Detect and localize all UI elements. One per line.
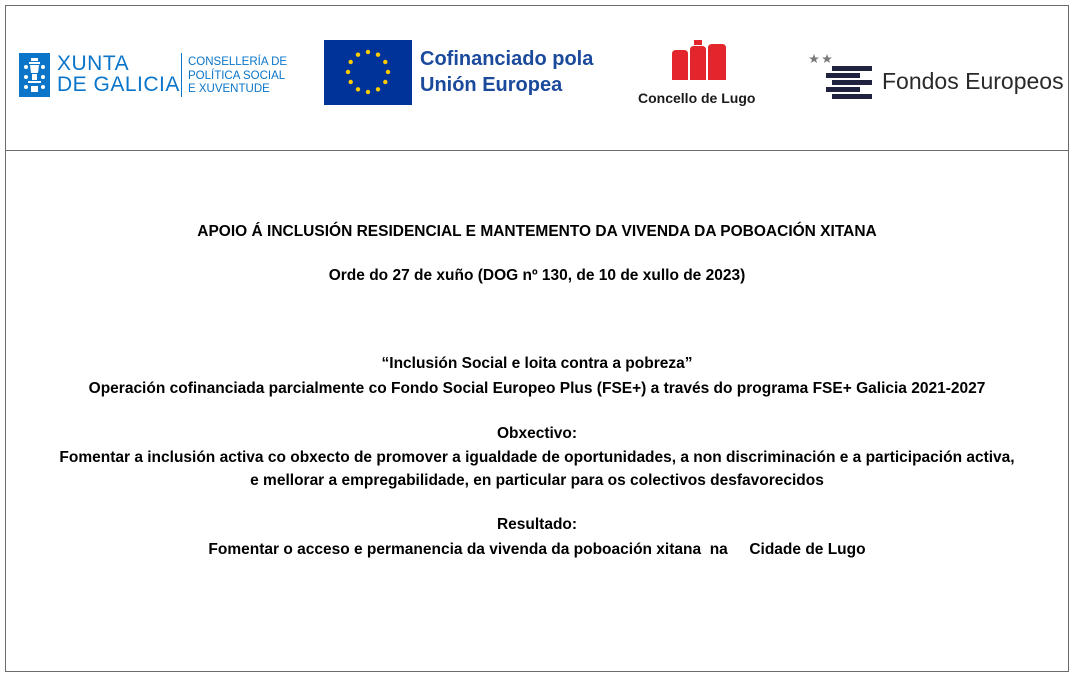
eu-text-line1: Cofinanciado pola <box>420 48 594 70</box>
eu-cofinancing-text <box>420 46 593 98</box>
xunta-separator <box>181 53 182 97</box>
order-reference: Orde do 27 de xuño (DOG nº 130, de 10 de xullo de 2023) <box>328 267 746 284</box>
eu-text-line2: Unión Europea <box>420 74 563 96</box>
fondos-name: Fondos Europeos <box>882 68 1064 94</box>
objective-line2: e mellorar a empregabilidade, en particular para os colectivos desfavorecidos <box>250 472 824 489</box>
objective-line1: Fomentar a inclusión activa co obxecto de promover a igualdade de oportunidades, a non discriminación e a participación activa, <box>59 449 1015 466</box>
dept-line2: POLÍTICA SOCIAL <box>188 69 286 82</box>
lugo-towers-icon <box>670 40 730 82</box>
fondos-stripes-icon <box>808 52 876 104</box>
program-quote: “Inclusión Social e loita contra a pobreza” <box>381 355 693 372</box>
lugo-name: Concello de Lugo <box>638 90 756 106</box>
objective-label: Obxectivo: <box>496 425 578 442</box>
document-frame <box>5 5 1069 672</box>
result-label: Resultado: <box>496 516 578 533</box>
dept-line1: CONSELLERÍA DE <box>188 56 288 68</box>
result-text: Fomentar o acceso e permanencia da vivenda da poboación xitana na Cidade de Lugo <box>208 541 866 558</box>
xunta-name <box>57 53 180 95</box>
operation-text: Operación cofinanciada parcialmente co Fondo Social Europeo Plus (FSE+) a través do programa FSE+ Galicia 2021-2027 <box>88 380 986 397</box>
xunta-department <box>188 56 287 97</box>
logo-header <box>6 6 1068 151</box>
dept-line3: E XUVENTUDE <box>188 83 270 95</box>
xunta-name-line1: XUNTA <box>57 52 130 75</box>
document-title: APOIO Á INCLUSIÓN RESIDENCIAL E MANTEMENTO DA VIVENDA DA POBOACIÓN XITANA <box>197 223 877 240</box>
eu-flag-icon <box>324 40 412 105</box>
xunta-emblem-icon <box>19 53 50 97</box>
xunta-name-line2: DE GALICIA <box>57 73 180 96</box>
